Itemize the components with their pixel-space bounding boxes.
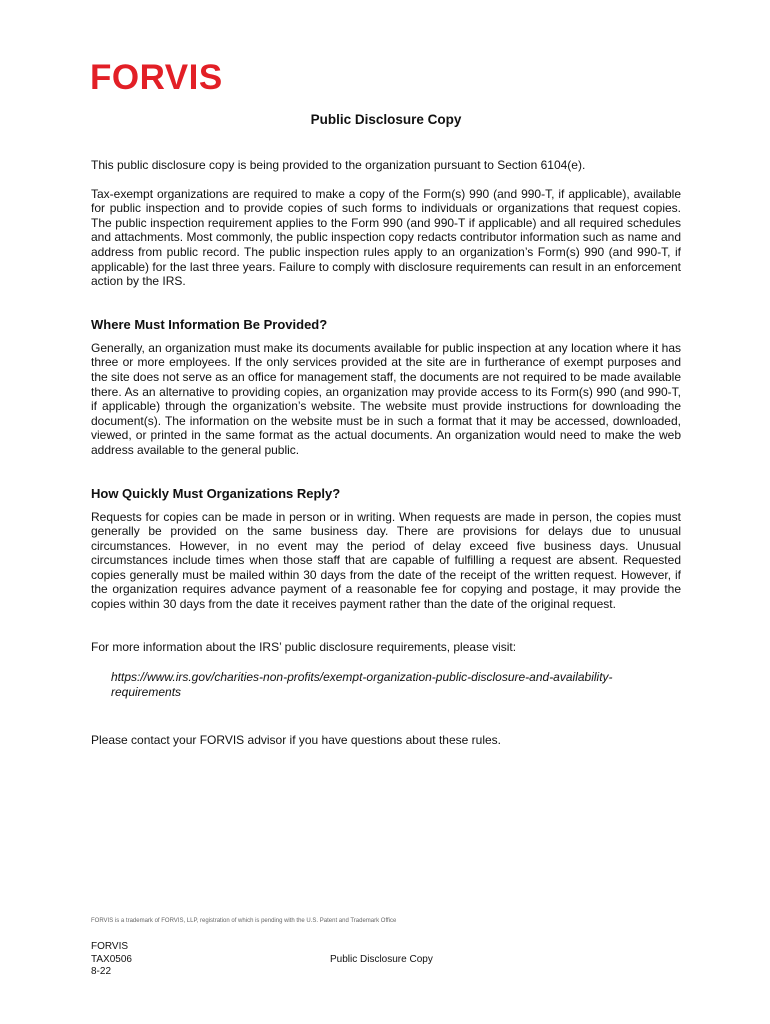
section-text-how-quickly: Requests for copies can be made in person or in writing. When requests are made in person, the copies must generally be provided on the same business day. There are provisions for delays due to unusual circumstances. However, in no event may the period of delay exceed five business days. Unusual circumstances include times when those staff that are capable of fulfilling a request are absent. Requested copies generally must be mailed within 30 days from the date of the receipt of the written request. However, if the organization requires advance payment of a reasonable fee for copying and postage, it may provide the copies within 30 days from the date it receives payment rather than the date of the original request. xyxy=(91,509,681,612)
document-body xyxy=(91,112,681,748)
footer-doc-code: TAX0506 xyxy=(91,953,132,965)
footer-codes xyxy=(91,941,132,979)
intro-paragraph: This public disclosure copy is being provided to the organization pursuant to Section 6104(e). xyxy=(91,158,586,172)
section-text-where: Generally, an organization must make its documents available for public inspection at any location where it has three or more employees. If the only services provided at the site are in furtherance of exempt purposes and the site does not serve as an office for management staff, the documents are not required to be made available there. As an alternative to providing copies, an organization may provide access to its Form(s) 990 (and 990-T, if applicable) through the organization’s website. The website must provide instructions for downloading the document(s). The information on the website must be in such a format that it may be accessed, downloaded, viewed, or printed in the same format as the actual documents. An organization would need to make the web address available to the general public. xyxy=(91,340,681,457)
more-info-text: For more information about the IRS’ public disclosure requirements, please visit: xyxy=(91,639,517,654)
irs-url-link[interactable]: https://www.irs.gov/charities-non-profits/exempt-organization-public-disclosure-and-availability-requirements xyxy=(111,670,613,699)
footer-date-code: 8-22 xyxy=(91,966,112,977)
section-heading-where: Where Must Information Be Provided? xyxy=(91,316,328,332)
page-title: Public Disclosure Copy xyxy=(310,112,462,127)
forvis-logo: FORVIS xyxy=(90,58,223,97)
trademark-notice: FORVIS is a trademark of FORVIS, LLP, registration of which is pending with the U.S. Patent and Trademark Office xyxy=(91,918,397,924)
section-heading-how-quickly: How Quickly Must Organizations Reply? xyxy=(91,485,341,501)
footer-company: FORVIS xyxy=(91,941,129,952)
contact-text: Please contact your FORVIS advisor if you have questions about these rules. xyxy=(91,733,502,748)
footer-title: Public Disclosure Copy xyxy=(330,954,433,965)
requirements-paragraph: Tax-exempt organizations are required to make a copy of the Form(s) 990 (and 990-T, if applicable), available for public inspection and to provide copies of such forms to individuals or organizations that request copies. The public inspection requirement applies to the Form 990 (and 990-T if applicable) and all required schedules and attachments. Most commonly, the public inspection copy redacts contributor information such as name and address from public record. The public inspection rules apply to an organization’s Form(s) 990 (and 990-T, if applicable) for the last three years. Failure to comply with disclosure requirements can result in an enforcement action by the IRS. xyxy=(91,186,681,289)
